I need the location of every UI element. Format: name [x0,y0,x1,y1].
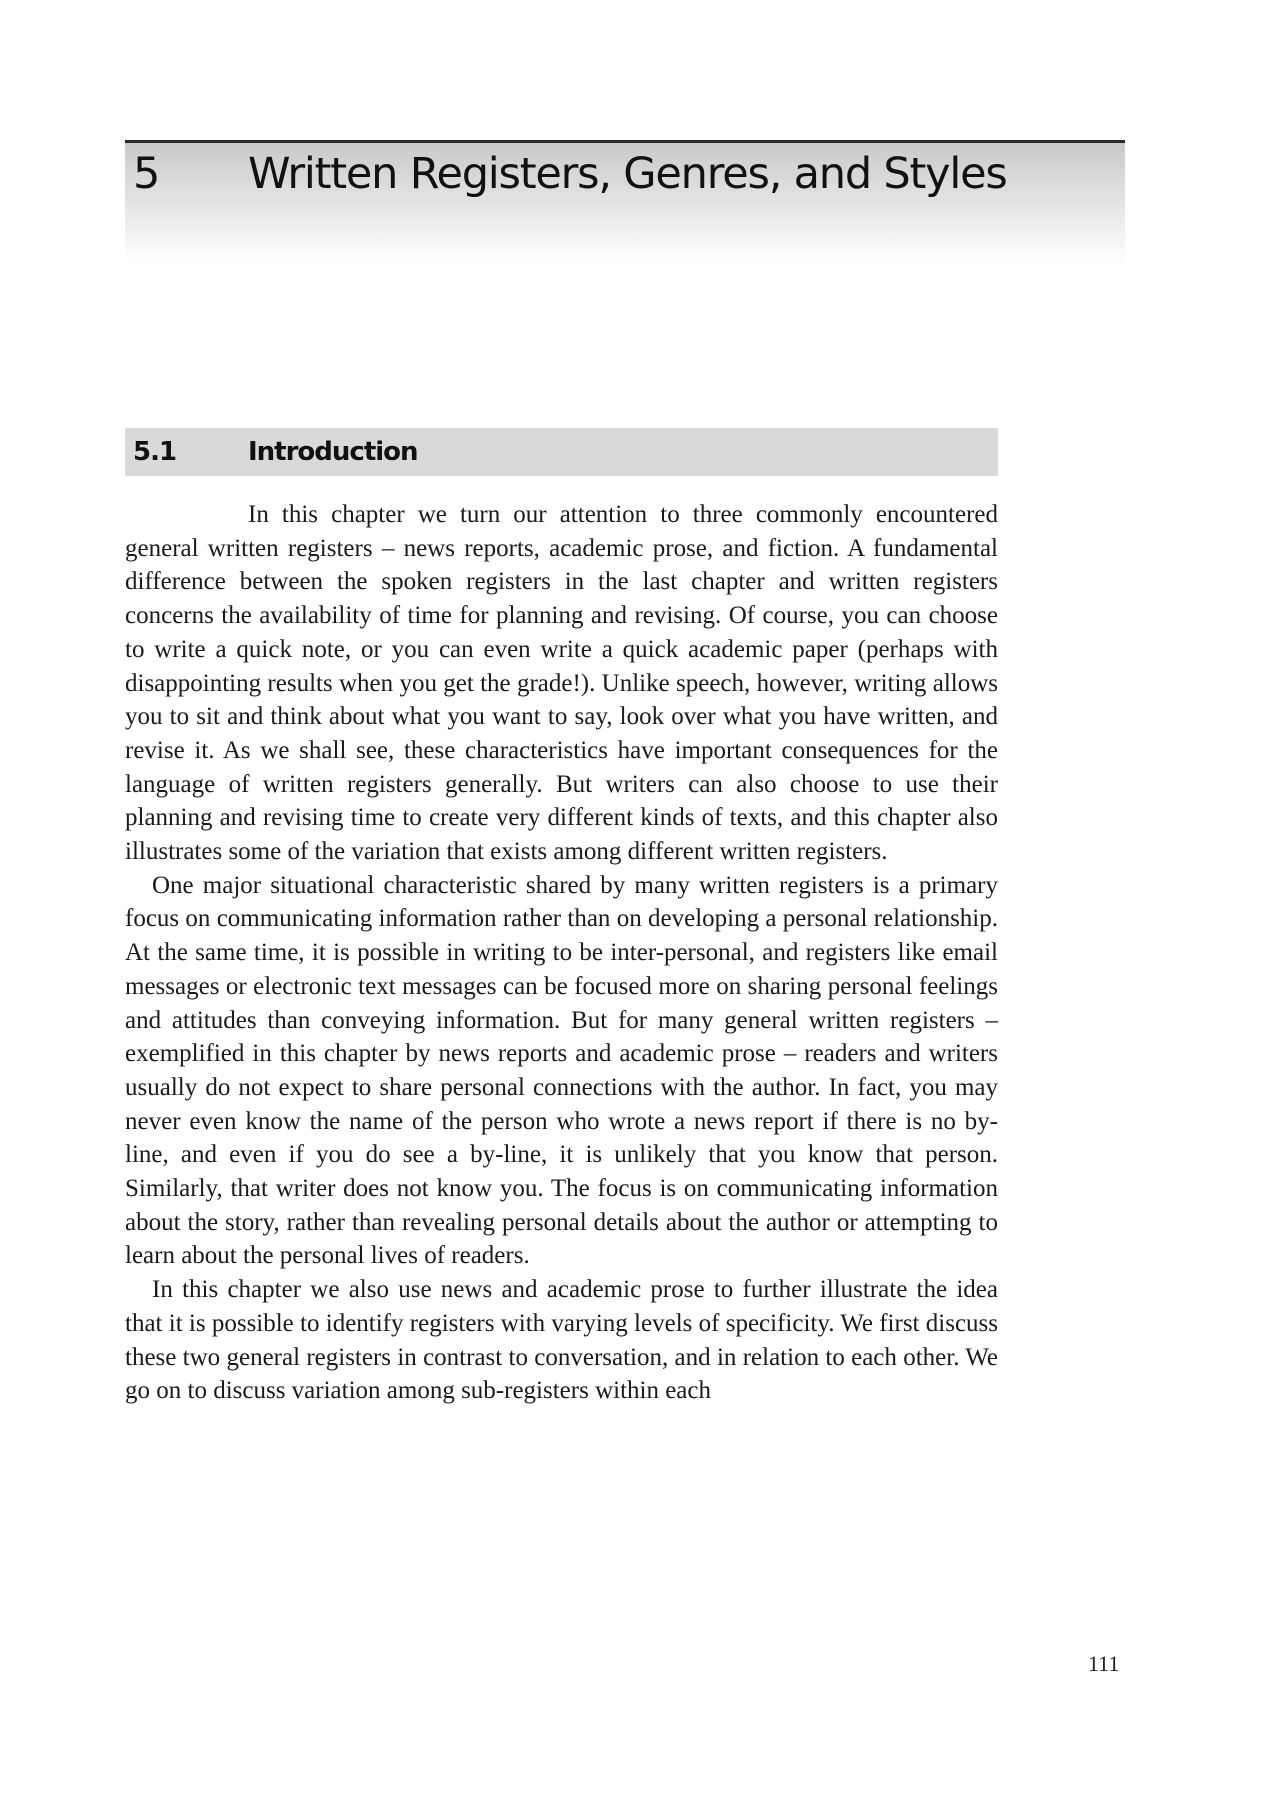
body-text [125,498,998,1408]
chapter-heading [125,140,1125,263]
paragraph: In this chapter we also use news and academic prose to further illustrate the idea that it is possible to identify registers with varying levels of specificity. We first discuss these two general registers in contrast to conversation, and in relation to each other. We go on to discuss variation among sub-registers within each [125,1276,998,1405]
chapter-number: 5 [133,149,161,199]
chapter-title: Written Registers, Genres, and Styles [248,149,1007,199]
section-number: 5.1 [133,437,177,467]
paragraph: In this chapter we turn our attention to three commonly encountered general written registers – news reports, academic prose, and fiction. A fundamental difference between the spoken registers in the last chapter and written registers concerns the availability of time for planning and revising. Of course, you can choose to write a quick note, or you can even write a quick academic paper (perhaps with disappointing results when you get the grade!). Unlike speech, however, writing allows you to sit and think about what you want to say, look over what you have written, and revise it. As we shall see, these characteristics have important consequences for the language of written registers generally. But writers can also choose to use their planning and revising time to create very different kinds of texts, and this chapter also illustrates some of the variation that exists among different written registers. [125,501,998,866]
paragraph: One major situational characteristic shared by many written registers is a primary focus on communicating information rather than on developing a personal relationship. At the same time, it is possible in writing to be inter-personal, and registers like email messages or electronic text messages can be focused more on sharing personal feelings and attitudes than conveying information. But for many general written registers – exemplified in this chapter by news reports and academic prose – readers and writers usually do not expect to share personal connections with the author. In fact, you may never even know the name of the person who wrote a news report if there is no by-line, and even if you do see a by-line, it is unlikely that you know that person. Similarly, that writer does not know you. The focus is on communicating information about the story, rather than revealing personal details about the author or attempting to learn about the personal lives of readers. [125,871,998,1270]
section-heading [125,428,998,476]
section-title: Introduction [248,437,418,467]
page-number: 111 [1088,1651,1120,1676]
